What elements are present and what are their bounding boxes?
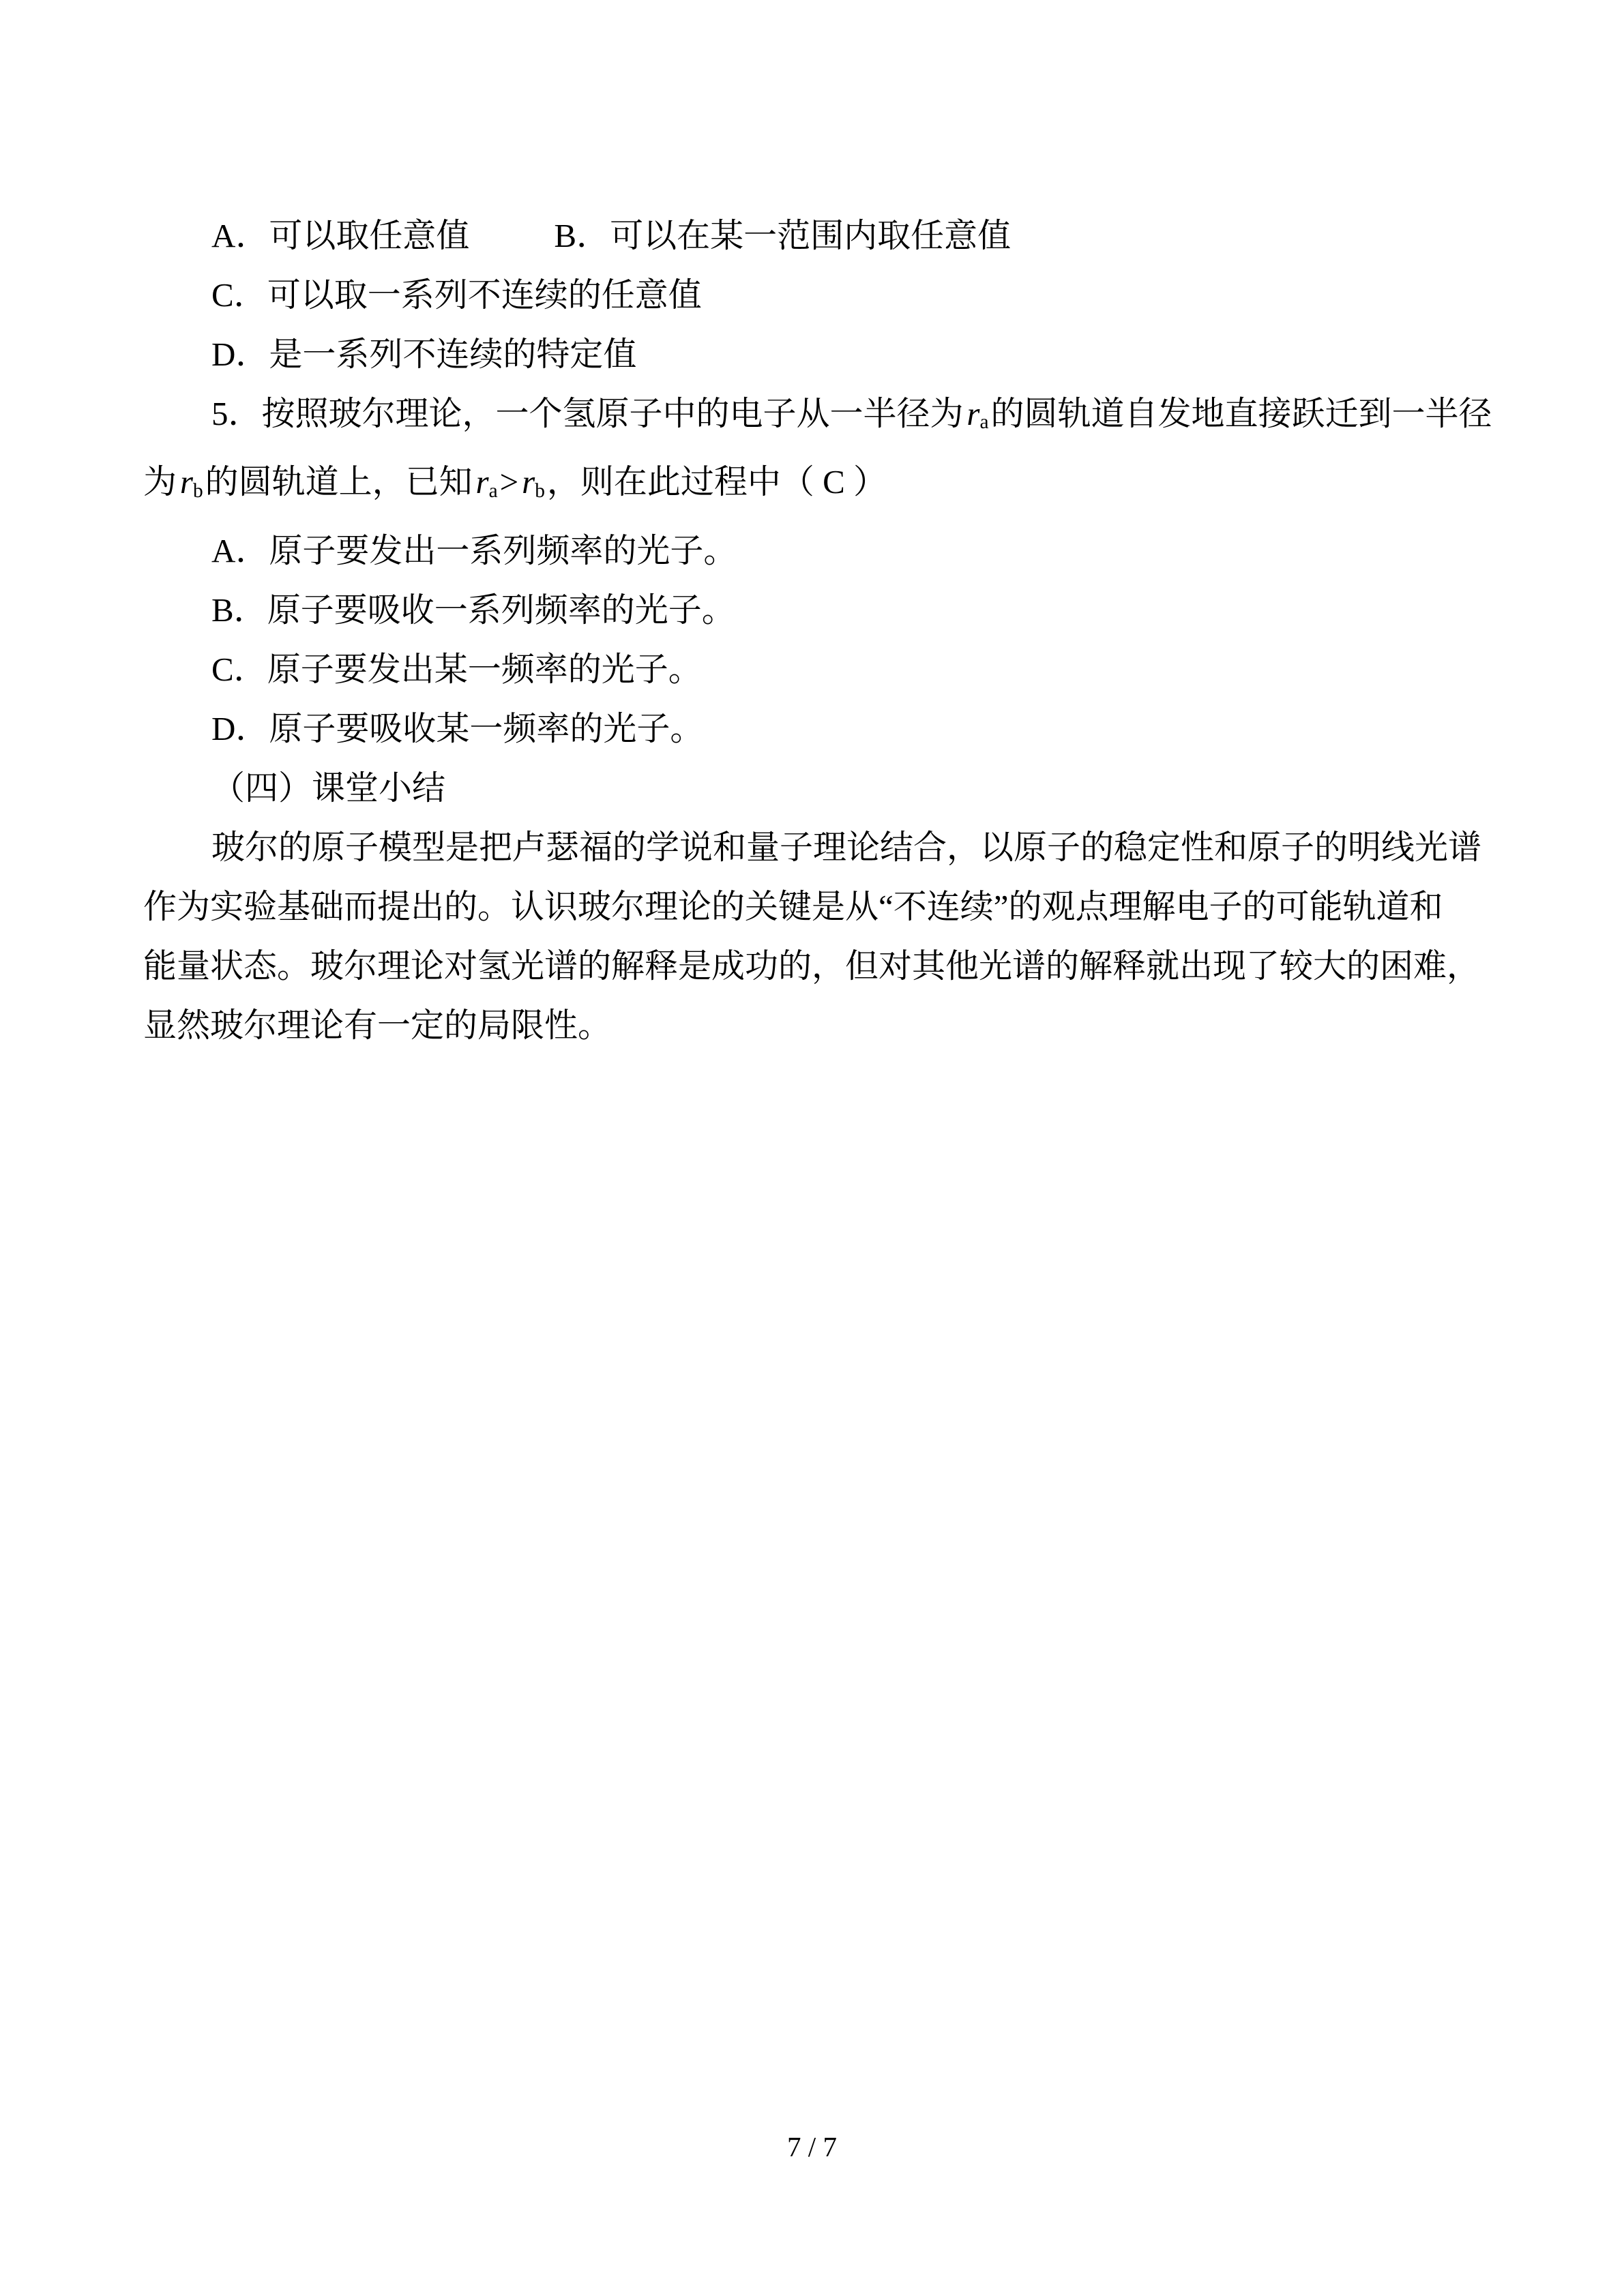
summary-line-2: 作为实验基础而提出的。认识玻尔理论的关键是从“不连续”的观点理解电子的可能轨道和 bbox=[143, 887, 1443, 925]
q5-option-c-label: C． bbox=[211, 650, 267, 688]
q5-option-b-text: 原子要吸收一系列频率的光子。 bbox=[267, 591, 735, 629]
text-segment-var: r bbox=[966, 395, 980, 432]
q4-option-c-text: 可以取一系列不连续的任意值 bbox=[267, 276, 702, 314]
q5-option-d-label: D． bbox=[211, 709, 269, 747]
q5-option-a-text: 原子要发出一系列频率的光子。 bbox=[269, 531, 737, 569]
text-segment-sub: a bbox=[488, 479, 498, 502]
q4-option-d bbox=[143, 325, 1507, 384]
q5-option-a bbox=[143, 521, 1507, 580]
q4-option-b-text: 可以在某一范围内取任意值 bbox=[610, 217, 1012, 254]
q5-option-b bbox=[143, 580, 1507, 640]
q5-stem-line-2 bbox=[143, 452, 1507, 520]
text-segment-sub: b bbox=[535, 479, 545, 502]
q5-option-d-text: 原子要吸收某一频率的光子。 bbox=[269, 709, 704, 747]
text-segment: 5．按照玻尔理论，一个氢原子中的电子从一半径为 bbox=[211, 395, 964, 432]
q5-option-c bbox=[143, 640, 1507, 699]
q4-option-a-label: A． bbox=[211, 217, 269, 254]
q4-option-d-text: 是一系列不连续的特定值 bbox=[269, 336, 637, 373]
text-segment-sub: b bbox=[192, 479, 203, 502]
text-segment: ） bbox=[844, 463, 887, 501]
q4-options-row-ab bbox=[143, 206, 1507, 265]
q4-option-d-label: D． bbox=[211, 336, 269, 373]
section-heading: （四）课堂小结 bbox=[211, 769, 446, 807]
text-segment-sub: a bbox=[979, 411, 989, 434]
summary-line-3: 能量状态。玻尔理论对氢光谱的解释是成功的，但对其他光谱的解释就出现了较大的困难， bbox=[143, 946, 1481, 985]
text-segment: 为 bbox=[143, 463, 177, 501]
text-segment: > bbox=[499, 463, 519, 501]
text-segment-var: r bbox=[475, 463, 489, 501]
q4-option-a-text: 可以取任意值 bbox=[269, 217, 470, 254]
text-segment-answer: C bbox=[823, 463, 845, 501]
text-segment-var: r bbox=[522, 463, 535, 501]
q4-option-c-label: C． bbox=[211, 276, 267, 314]
q4-option-a bbox=[211, 217, 469, 254]
text-segment: ，则在此过程中（ bbox=[546, 463, 823, 501]
summary-line-4: 显然玻尔理论有一定的局限性。 bbox=[143, 1006, 612, 1044]
q5-stem-line-1 bbox=[143, 384, 1507, 452]
q4-option-b bbox=[554, 217, 1011, 254]
page-footer bbox=[0, 2130, 1624, 2164]
text-segment: 的圆轨道上，已知 bbox=[205, 463, 473, 501]
q5-option-c-text: 原子要发出某一频率的光子。 bbox=[267, 650, 702, 688]
summary-line-1: 玻尔的原子模型是把卢瑟福的学说和量子理论结合，以原子的稳定性和原子的明线光谱 bbox=[211, 828, 1482, 866]
q5-option-a-label: A． bbox=[211, 531, 269, 569]
page-number: 7 / 7 bbox=[787, 2131, 837, 2162]
q4-option-b-label: B． bbox=[554, 217, 610, 254]
text-segment-var: r bbox=[179, 463, 193, 501]
q5-option-b-label: B． bbox=[211, 591, 267, 629]
q5-option-d bbox=[143, 699, 1507, 758]
text-segment: 的圆轨道自发地直接跃迁到一半径 bbox=[990, 395, 1492, 432]
q4-option-c bbox=[143, 265, 1507, 325]
worksheet-content bbox=[143, 206, 1507, 1055]
